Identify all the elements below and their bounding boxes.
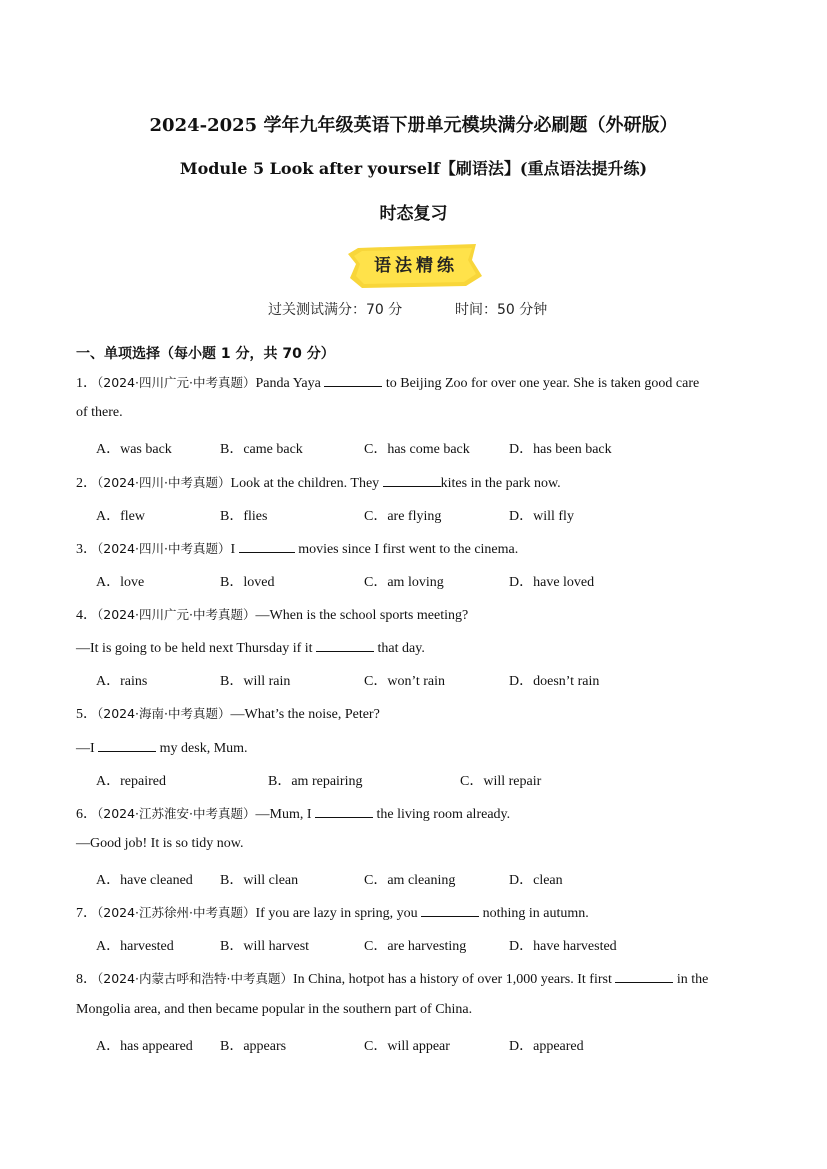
option-b[interactable]: B．will clean [220, 873, 299, 888]
option-b[interactable]: B．will rain [220, 674, 291, 689]
option-c[interactable]: C．am loving [364, 575, 444, 590]
question-number: 3． [76, 542, 97, 557]
option-a[interactable]: A．repaired [96, 774, 166, 789]
question-5 [76, 703, 380, 723]
option-d[interactable]: D．have loved [509, 575, 595, 590]
question-stem: movies since I first went to the cinema. [294, 542, 519, 557]
dialogue-line: —I [76, 741, 99, 756]
option-c[interactable]: C．won’t rain [364, 674, 446, 689]
option-b[interactable]: B．flies [220, 509, 268, 524]
option-c[interactable]: C．has come back [364, 442, 470, 457]
option-b[interactable]: B．loved [220, 575, 275, 590]
full-score-label: 过关测试满分：70 分 [268, 302, 403, 318]
question-number: 7． [76, 906, 97, 921]
banner-label: 语法精练 [374, 256, 458, 276]
option-a[interactable]: A．love [96, 575, 145, 590]
question-stem: to Beijing Zoo for over one year. She is taken good care [382, 376, 700, 391]
question-source: （2024·江苏徐州·中考真题） [97, 905, 256, 920]
question-source: （2024·四川广元·中考真题） [97, 375, 256, 390]
option-a[interactable]: A．have cleaned [96, 873, 193, 888]
option-d[interactable]: D．will fly [509, 509, 574, 524]
question-stem: the living room already. [373, 807, 511, 822]
question-number: 4． [76, 608, 97, 623]
question-source: （2024·四川·中考真题） [97, 475, 231, 490]
question-stem: nothing in autumn. [479, 906, 589, 921]
question-source: （2024·海南·中考真题） [97, 706, 231, 721]
question-stem: kites in the park now. [440, 476, 561, 491]
question-stem: —Mum, I [255, 807, 316, 822]
answer-blank [324, 372, 382, 387]
answer-blank [615, 968, 673, 983]
option-d[interactable]: D．doesn’t rain [509, 674, 600, 689]
question-1-continuation: of there. [76, 405, 123, 420]
question-source: （2024·四川·中考真题） [97, 541, 231, 556]
option-d[interactable]: D．has been back [509, 442, 612, 457]
question-stem: If you are lazy in spring, you [255, 906, 422, 921]
answer-blank [239, 538, 295, 553]
dialogue-line: my desk, Mum. [156, 741, 248, 756]
question-1 [76, 372, 699, 392]
question-stem: —What’s the noise, Peter? [230, 707, 380, 722]
question-stem: Look at the children. They [230, 476, 383, 491]
question-number: 1． [76, 376, 97, 391]
question-2 [76, 472, 561, 492]
option-a[interactable]: A．was back [96, 442, 172, 457]
question-8 [76, 968, 708, 988]
option-c[interactable]: C．am cleaning [364, 873, 456, 888]
question-number: 5． [76, 707, 97, 722]
option-c[interactable]: C．are flying [364, 509, 442, 524]
question-4-dialogue [76, 637, 425, 657]
question-4 [76, 604, 468, 624]
question-7 [76, 902, 589, 922]
option-c[interactable]: C．are harvesting [364, 939, 467, 954]
question-number: 2． [76, 476, 97, 491]
question-number: 8． [76, 972, 97, 987]
question-6 [76, 803, 510, 823]
option-d[interactable]: D．have harvested [509, 939, 617, 954]
topic-heading: 时态复习 [379, 204, 448, 224]
option-b[interactable]: B．came back [220, 442, 303, 457]
dialogue-line: —It is going to be held next Thursday if it [76, 641, 317, 656]
section-heading: 一、单项选择（每小题 1 分，共 70 分） [76, 346, 335, 362]
question-stem: Panda Yaya [255, 376, 325, 391]
module-subtitle: Module 5 Look after yourself【刷语法】(重点语法提升练) [179, 159, 648, 178]
option-a[interactable]: A．has appeared [96, 1039, 193, 1054]
question-source: （2024·内蒙古呼和浩特·中考真题） [97, 971, 294, 986]
question-stem: I [230, 542, 239, 557]
option-a[interactable]: A．flew [96, 509, 145, 524]
question-number: 6． [76, 807, 97, 822]
question-stem: —When is the school sports meeting? [255, 608, 469, 623]
option-a[interactable]: A．rains [96, 674, 148, 689]
question-source: （2024·四川广元·中考真题） [97, 607, 256, 622]
question-5-dialogue [76, 737, 248, 757]
question-8-continuation: Mongolia area, and then became popular in the southern part of China. [76, 1002, 473, 1017]
document-title: 2024-2025 学年九年级英语下册单元模块满分必刷题（外研版） [149, 115, 678, 136]
option-d[interactable]: D．clean [509, 873, 563, 888]
question-source: （2024·江苏淮安·中考真题） [97, 806, 256, 821]
time-limit-label: 时间：50 分钟 [455, 302, 548, 318]
question-3 [76, 538, 518, 558]
option-b[interactable]: B．will harvest [220, 939, 310, 954]
option-d[interactable]: D．appeared [509, 1039, 584, 1054]
option-c[interactable]: C．will appear [364, 1039, 450, 1054]
question-6-dialogue: —Good job! It is so tidy now. [76, 836, 244, 851]
grammar-practice-banner [348, 242, 484, 290]
answer-blank [98, 737, 156, 752]
dialogue-line: that day. [374, 641, 425, 656]
option-b[interactable]: B．appears [220, 1039, 287, 1054]
answer-blank [315, 803, 373, 818]
answer-blank [383, 472, 441, 487]
option-a[interactable]: A．harvested [96, 939, 174, 954]
option-b[interactable]: B．am repairing [268, 774, 363, 789]
answer-blank [421, 902, 479, 917]
question-stem: In China, hotpot has a history of over 1,000 years. It first [293, 972, 616, 987]
question-stem: in the [673, 972, 709, 987]
option-c[interactable]: C．will repair [460, 774, 542, 789]
answer-blank [316, 637, 374, 652]
